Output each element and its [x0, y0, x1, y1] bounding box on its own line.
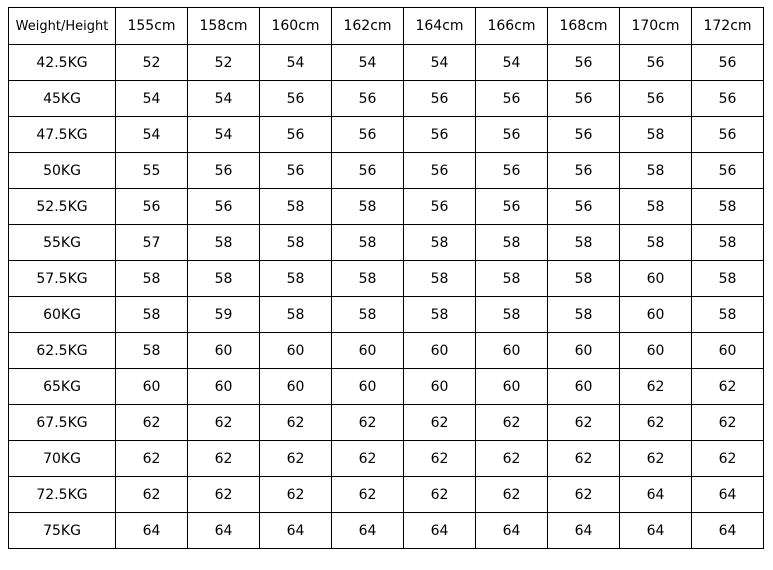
size-cell: 60	[548, 333, 620, 369]
size-cell: 56	[332, 153, 404, 189]
size-cell: 56	[692, 45, 764, 81]
size-cell: 64	[404, 513, 476, 549]
height-header: 168cm	[548, 8, 620, 45]
size-cell: 56	[692, 81, 764, 117]
size-cell: 54	[476, 45, 548, 81]
size-cell: 56	[188, 153, 260, 189]
size-cell: 56	[332, 117, 404, 153]
size-cell: 62	[620, 405, 692, 441]
size-cell: 56	[476, 81, 548, 117]
size-cell: 56	[548, 81, 620, 117]
size-cell: 56	[692, 117, 764, 153]
size-cell: 56	[260, 117, 332, 153]
size-cell: 64	[692, 513, 764, 549]
size-cell: 58	[476, 297, 548, 333]
size-cell: 58	[692, 189, 764, 225]
size-cell: 60	[404, 369, 476, 405]
size-cell: 58	[692, 225, 764, 261]
size-chart-table	[8, 7, 764, 549]
size-cell: 64	[332, 513, 404, 549]
size-cell: 64	[692, 477, 764, 513]
size-cell: 58	[188, 261, 260, 297]
size-cell: 56	[476, 153, 548, 189]
height-header: 158cm	[188, 8, 260, 45]
corner-header: Weight/Height	[9, 8, 116, 45]
size-cell: 56	[548, 189, 620, 225]
height-header: 170cm	[620, 8, 692, 45]
size-cell: 54	[116, 81, 188, 117]
size-cell: 58	[116, 333, 188, 369]
size-cell: 58	[332, 189, 404, 225]
size-cell: 56	[404, 153, 476, 189]
size-cell: 62	[404, 405, 476, 441]
size-cell: 60	[332, 369, 404, 405]
table-row	[9, 477, 764, 513]
size-cell: 58	[404, 297, 476, 333]
size-cell: 56	[476, 189, 548, 225]
size-cell: 60	[188, 333, 260, 369]
size-cell: 56	[332, 81, 404, 117]
size-cell: 56	[548, 117, 620, 153]
table-body	[9, 45, 764, 549]
size-cell: 62	[404, 477, 476, 513]
size-cell: 60	[620, 333, 692, 369]
size-cell: 62	[404, 441, 476, 477]
size-cell: 64	[476, 513, 548, 549]
size-cell: 62	[692, 369, 764, 405]
size-cell: 59	[188, 297, 260, 333]
size-cell: 58	[548, 297, 620, 333]
size-cell: 56	[260, 153, 332, 189]
table-row	[9, 117, 764, 153]
size-cell: 62	[620, 441, 692, 477]
size-cell: 58	[260, 261, 332, 297]
weight-label: 42.5KG	[9, 45, 116, 81]
size-cell: 62	[692, 441, 764, 477]
size-cell: 56	[188, 189, 260, 225]
height-header: 155cm	[116, 8, 188, 45]
size-cell: 58	[692, 297, 764, 333]
height-header: 164cm	[404, 8, 476, 45]
size-cell: 62	[188, 405, 260, 441]
size-cell: 62	[620, 369, 692, 405]
size-cell: 60	[476, 333, 548, 369]
size-cell: 58	[620, 225, 692, 261]
size-cell: 58	[116, 297, 188, 333]
size-cell: 62	[260, 405, 332, 441]
weight-label: 67.5KG	[9, 405, 116, 441]
size-cell: 58	[332, 297, 404, 333]
table-row	[9, 369, 764, 405]
size-cell: 62	[116, 405, 188, 441]
size-cell: 62	[476, 441, 548, 477]
size-cell: 64	[116, 513, 188, 549]
size-cell: 52	[188, 45, 260, 81]
size-cell: 56	[476, 117, 548, 153]
size-cell: 62	[548, 441, 620, 477]
size-cell: 56	[260, 81, 332, 117]
weight-label: 57.5KG	[9, 261, 116, 297]
weight-label: 62.5KG	[9, 333, 116, 369]
size-cell: 58	[620, 153, 692, 189]
size-cell: 58	[332, 261, 404, 297]
size-cell: 60	[692, 333, 764, 369]
size-cell: 62	[332, 405, 404, 441]
size-cell: 62	[548, 477, 620, 513]
size-cell: 52	[116, 45, 188, 81]
size-cell: 62	[260, 477, 332, 513]
size-cell: 64	[260, 513, 332, 549]
size-cell: 62	[692, 405, 764, 441]
size-cell: 56	[620, 81, 692, 117]
table-row	[9, 81, 764, 117]
size-cell: 58	[404, 225, 476, 261]
size-cell: 58	[476, 261, 548, 297]
table-row	[9, 189, 764, 225]
height-header: 162cm	[332, 8, 404, 45]
weight-label: 55KG	[9, 225, 116, 261]
size-cell: 58	[404, 261, 476, 297]
size-cell: 62	[188, 441, 260, 477]
size-cell: 60	[116, 369, 188, 405]
size-cell: 58	[692, 261, 764, 297]
size-cell: 60	[260, 369, 332, 405]
size-cell: 56	[116, 189, 188, 225]
size-cell: 55	[116, 153, 188, 189]
size-cell: 54	[332, 45, 404, 81]
height-header: 172cm	[692, 8, 764, 45]
size-cell: 56	[404, 81, 476, 117]
size-cell: 54	[260, 45, 332, 81]
weight-label: 45KG	[9, 81, 116, 117]
size-cell: 60	[476, 369, 548, 405]
size-cell: 60	[188, 369, 260, 405]
size-cell: 62	[332, 441, 404, 477]
size-cell: 64	[188, 513, 260, 549]
size-cell: 58	[260, 189, 332, 225]
weight-label: 52.5KG	[9, 189, 116, 225]
size-cell: 56	[548, 45, 620, 81]
size-cell: 62	[260, 441, 332, 477]
size-cell: 54	[188, 117, 260, 153]
height-header: 160cm	[260, 8, 332, 45]
size-cell: 62	[188, 477, 260, 513]
size-cell: 58	[476, 225, 548, 261]
size-cell: 62	[476, 405, 548, 441]
table-row	[9, 405, 764, 441]
weight-label: 47.5KG	[9, 117, 116, 153]
table-row	[9, 441, 764, 477]
size-cell: 60	[260, 333, 332, 369]
size-cell: 58	[548, 225, 620, 261]
size-cell: 56	[548, 153, 620, 189]
table-row	[9, 261, 764, 297]
header-row	[9, 8, 764, 45]
size-cell: 56	[404, 189, 476, 225]
size-cell: 54	[404, 45, 476, 81]
height-header: 166cm	[476, 8, 548, 45]
size-cell: 60	[332, 333, 404, 369]
size-cell: 57	[116, 225, 188, 261]
size-cell: 60	[620, 297, 692, 333]
size-cell: 60	[404, 333, 476, 369]
table-row	[9, 45, 764, 81]
table-row	[9, 333, 764, 369]
table-row	[9, 225, 764, 261]
size-cell: 58	[260, 297, 332, 333]
weight-label: 50KG	[9, 153, 116, 189]
size-cell: 58	[188, 225, 260, 261]
table-row	[9, 153, 764, 189]
size-cell: 62	[476, 477, 548, 513]
weight-label: 60KG	[9, 297, 116, 333]
size-cell: 56	[692, 153, 764, 189]
size-cell: 58	[548, 261, 620, 297]
weight-label: 72.5KG	[9, 477, 116, 513]
size-cell: 56	[404, 117, 476, 153]
size-cell: 58	[620, 189, 692, 225]
table-row	[9, 297, 764, 333]
size-cell: 54	[116, 117, 188, 153]
size-cell: 62	[332, 477, 404, 513]
size-cell: 62	[116, 441, 188, 477]
size-cell: 62	[116, 477, 188, 513]
weight-label: 75KG	[9, 513, 116, 549]
size-cell: 56	[620, 45, 692, 81]
size-cell: 60	[620, 261, 692, 297]
size-cell: 58	[116, 261, 188, 297]
size-cell: 64	[548, 513, 620, 549]
size-cell: 54	[188, 81, 260, 117]
size-cell: 58	[260, 225, 332, 261]
size-cell: 64	[620, 477, 692, 513]
weight-label: 70KG	[9, 441, 116, 477]
size-cell: 58	[332, 225, 404, 261]
size-cell: 60	[548, 369, 620, 405]
size-cell: 62	[548, 405, 620, 441]
weight-label: 65KG	[9, 369, 116, 405]
size-cell: 58	[620, 117, 692, 153]
size-cell: 64	[620, 513, 692, 549]
table-row	[9, 513, 764, 549]
